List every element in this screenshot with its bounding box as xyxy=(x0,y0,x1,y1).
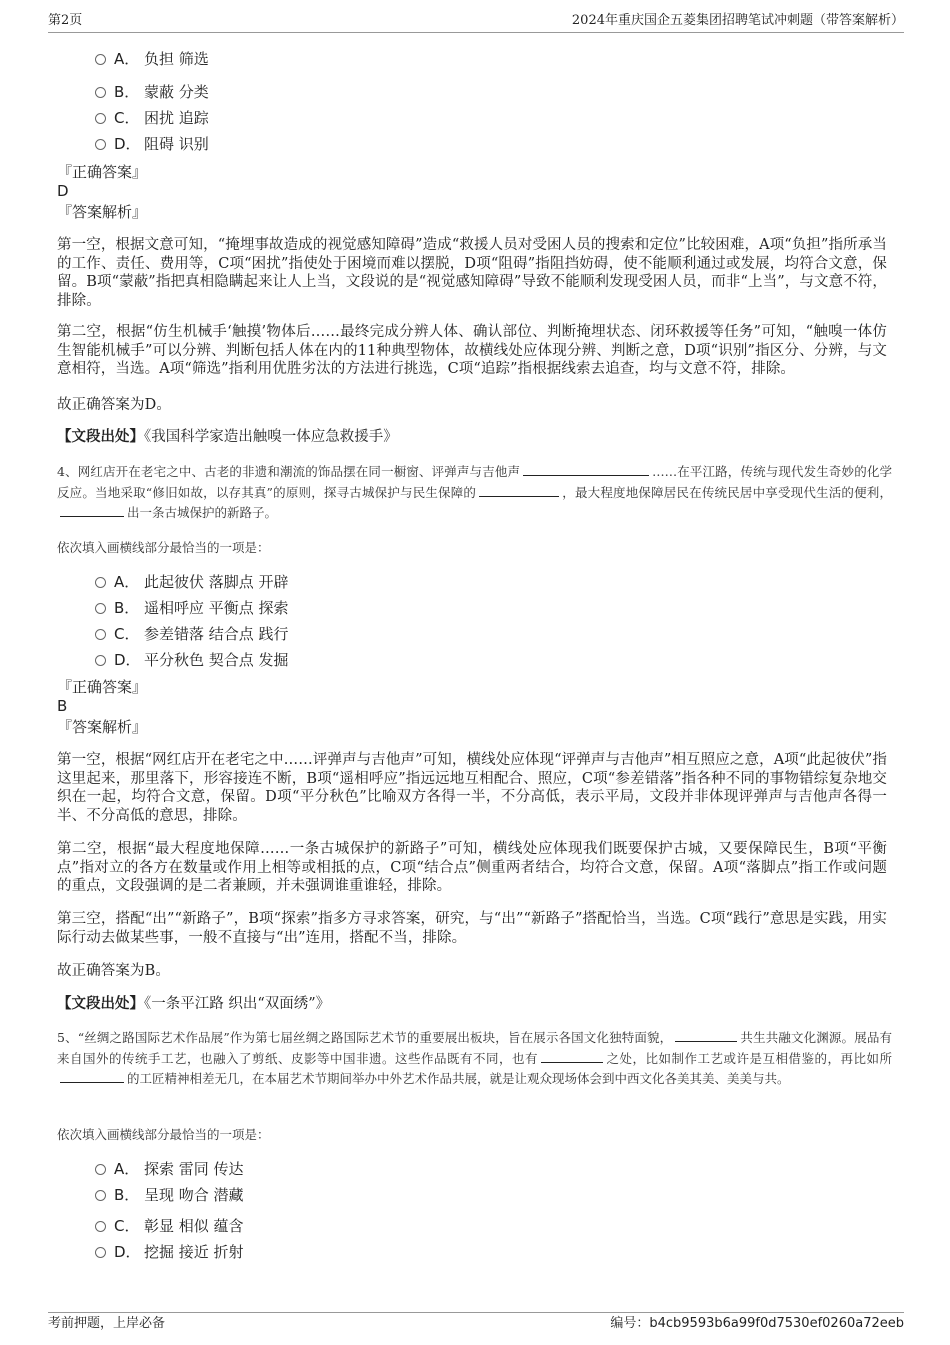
radio-icon[interactable] xyxy=(95,603,106,614)
option-text: 平分秋色 契合点 发掘 xyxy=(144,651,289,669)
page-number: 第2页 xyxy=(48,13,83,28)
option-text: 负担 筛选 xyxy=(144,50,209,68)
option-text: 探索 雷同 传达 xyxy=(144,1160,244,1178)
blank-line xyxy=(60,504,124,517)
q4-option-d[interactable]: D． 平分秋色 契合点 发掘 xyxy=(95,649,289,671)
q4-option-b[interactable]: B． 遥相呼应 平衡点 探索 xyxy=(95,597,289,619)
q5-option-b[interactable]: B． 呈现 吻合 潜藏 xyxy=(95,1184,244,1206)
blank-line xyxy=(541,1050,603,1063)
q3-analysis-1: 第一空，根据文意可知，“掩埋事故造成的视觉感知障碍”造成“救援人员对受困人员的搜索和定位”比较困难，A项“负担”指所承当的工作、责任、费用等，C项“困扰”指使处于困境而难以摆脱，D项“阻碍”指阻挡妨碍，使不能顺利通过或发展，均符合文意，保留。B项“蒙蔽”指把真相隐瞒起来让人上当，文段说的是“视觉感知障碍”导致不能顺利发现受困人员，而非“上当”，与文意不符，排除。 xyxy=(57,237,887,309)
q3-conclusion: 故正确答案为D。 xyxy=(57,397,171,413)
radio-icon[interactable] xyxy=(95,87,106,98)
document-title: 2024年重庆国企五菱集团招聘笔试冲刺题（带答案解析） xyxy=(571,13,904,28)
q5-option-c[interactable]: C． 彰显 相似 蕴含 xyxy=(95,1215,244,1237)
q3-option-b[interactable]: B． 蒙蔽 分类 xyxy=(95,81,209,103)
q3-option-c[interactable]: C． 困扰 追踪 xyxy=(95,107,209,129)
option-text: 困扰 追踪 xyxy=(144,109,209,127)
q4-analysis-2: 第二空，根据“最大程度地保障……一条古城保护的新路子”可知，横线处应体现我们既要保护古城，又要保障民生，B项“平衡点”指对立的各方在数量或作用上相等或相抵的点，C项“结合点”侧重两者结合，均符合文意，保留。A项“落脚点”指工作或问题的重点，文段强调的是二者兼顾，并未强调谁重谁轻，排除。 xyxy=(57,841,887,894)
radio-icon[interactable] xyxy=(95,629,106,640)
option-text: 阻碍 识别 xyxy=(144,135,209,153)
q4-source: 【文段出处】《一条平江路 织出“双面绣”》 xyxy=(57,995,331,1012)
q4-option-a[interactable]: A． 此起彼伏 落脚点 开辟 xyxy=(95,571,289,593)
q3-answer-label: 『正确答案』 xyxy=(57,163,148,181)
document-code: 编号：b4cb9593b6a99f0d7530ef0260a72eeb xyxy=(610,1316,904,1331)
q4-analysis-1: 第一空，根据“网红店开在老宅之中……评弹声与吉他声”可知，横线处应体现“评弹声与吉他声”相互照应之意，A项“此起彼伏”指这里起来，那里落下，形容接连不断，B项“遥相呼应”指远远地互相配合、照应，C项“参差错落”指各种不同的事物错综复杂地交织在一起，均符合文意，保留。D项“平分秋色”比喻双方各得一半，不分高低，表示平局，文段并非体现评弹声与吉他声各得一半、不分高低的意思，排除。 xyxy=(57,752,887,824)
option-text: 此起彼伏 落脚点 开辟 xyxy=(144,573,289,591)
q3-analysis-2: 第二空，根据“仿生机械手‘触摸’物体后……最终完成分辨人体、确认部位、判断掩埋状态、闭环救援等任务”可知，“触嗅一体仿生智能机械手”可以分辨、判断包括人体在内的11种典型物体，故横线处应体现分辨、判断之意，D项“识别”指区分、分辨，与文意相符，当选。A项“筛选”指利用优胜劣汰的方法进行挑选，C项“追踪”指根据线索去追查，均与文意不符，排除。 xyxy=(57,324,887,377)
option-text: 挖掘 接近 折射 xyxy=(144,1243,244,1261)
option-text: 呈现 吻合 潜藏 xyxy=(144,1186,244,1204)
q4-stem: 4、网红店开在老宅之中、古老的非遗和潮流的饰品摆在同一橱窗、评弹声与吉他声 ……在平江路，传统与现代发生奇妙的化学反应。当地采取“修旧如故，以存其真”的原则，探寻古城保护与民生保障的 ，最大程度地保障居民在传统民居中享受现代生活的便利，出一条古城保护的新路子。 xyxy=(57,464,892,520)
q4-prompt: 依次填入画横线部分最恰当的一项是： xyxy=(57,540,270,555)
q3-option-a[interactable]: A． 负担 筛选 xyxy=(95,48,209,70)
q4-analysis-label: 『答案解析』 xyxy=(57,718,148,736)
q5-option-d[interactable]: D． 挖掘 接近 折射 xyxy=(95,1241,244,1263)
q4-option-c[interactable]: C． 参差错落 结合点 践行 xyxy=(95,623,289,645)
q5-option-a[interactable]: A． 探索 雷同 传达 xyxy=(95,1158,244,1180)
radio-icon[interactable] xyxy=(95,1164,106,1175)
q3-analysis-label: 『答案解析』 xyxy=(57,203,148,221)
footer-slogan: 考前押题，上岸必备 xyxy=(48,1316,166,1331)
radio-icon[interactable] xyxy=(95,577,106,588)
radio-icon[interactable] xyxy=(95,1190,106,1201)
radio-icon[interactable] xyxy=(95,1247,106,1258)
blank-line xyxy=(479,484,559,497)
blank-line xyxy=(60,1070,124,1083)
radio-icon[interactable] xyxy=(95,1221,106,1232)
option-text: 遥相呼应 平衡点 探索 xyxy=(144,599,289,617)
page-footer xyxy=(48,1312,904,1333)
radio-icon[interactable] xyxy=(95,113,106,124)
option-text: 彰显 相似 蕴含 xyxy=(144,1217,244,1235)
page-header xyxy=(48,12,904,33)
q3-source: 【文段出处】《我国科学家造出触嗅一体应急救援手》 xyxy=(57,428,398,445)
radio-icon[interactable] xyxy=(95,655,106,666)
radio-icon[interactable] xyxy=(95,54,106,65)
q4-answer-label: 『正确答案』 xyxy=(57,678,148,696)
blank-line xyxy=(675,1029,737,1042)
q3-answer: D xyxy=(57,182,69,200)
q4-conclusion: 故正确答案为B。 xyxy=(57,963,170,979)
radio-icon[interactable] xyxy=(95,139,106,150)
option-text: 参差错落 结合点 践行 xyxy=(144,625,289,643)
blank-line xyxy=(523,463,649,476)
option-text: 蒙蔽 分类 xyxy=(144,83,209,101)
q5-prompt: 依次填入画横线部分最恰当的一项是： xyxy=(57,1127,270,1142)
q4-analysis-3: 第三空，搭配“出”“新路子”，B项“探索”指多方寻求答案，研究，与“出”“新路子”搭配恰当，当选。C项“践行”意思是实践，用实际行动去做某些事，一般不直接与“出”连用，搭配不当，排除。 xyxy=(57,911,887,946)
q3-option-d[interactable]: D． 阻碍 识别 xyxy=(95,133,209,155)
q5-stem: 5、“丝绸之路国际艺术作品展”作为第七届丝绸之路国际艺术节的重要展出板块，旨在展示各国文化独特面貌， 共生共融文化渊源。展品有来自国外的传统手工艺，也融入了剪纸、皮影等中国非遗。这些作品既有不同，也有 之处，比如制作工艺或许是互相借鉴的，再比如所的工匠精神相差无几，在本届艺术节期间举办中外艺术作品共展，就是让观众现场体会到中西文化各美其美、美美与共。 xyxy=(57,1030,892,1086)
q4-answer: B xyxy=(57,697,68,715)
